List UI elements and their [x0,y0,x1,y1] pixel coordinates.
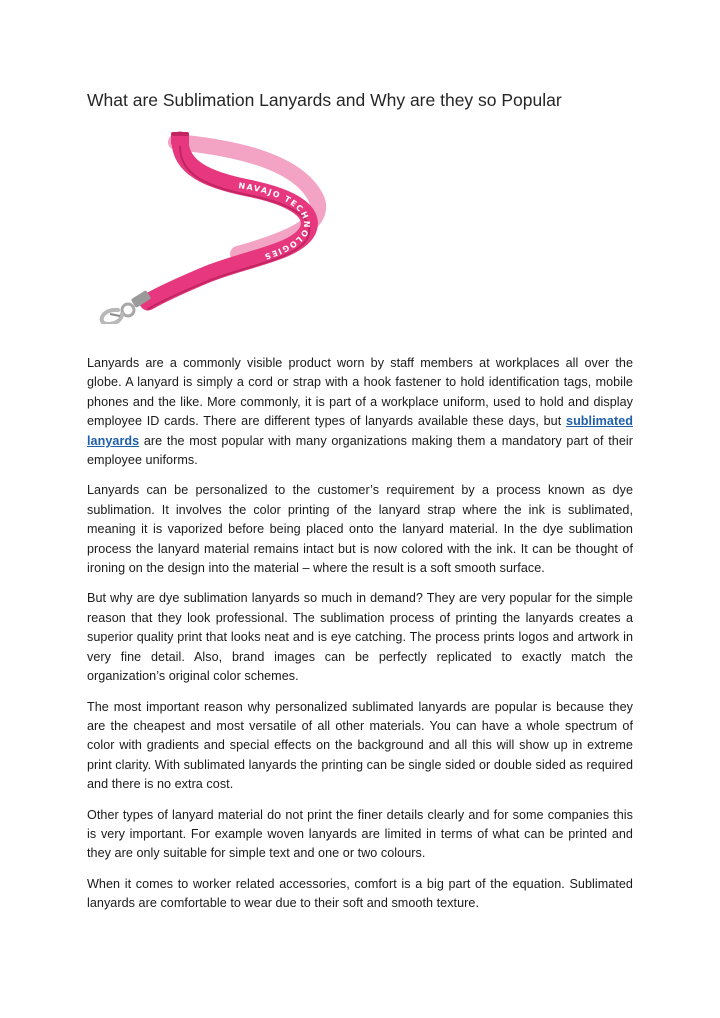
article-body [87,354,633,925]
paragraph: Other types of lanyard material do not print the finer details clearly and for some companies this is very important. For example woven lanyards are limited in terms of what can be printed and they are only suitable for simple text and one or two colours. [87,807,633,861]
paragraph: Lanyards can be personalized to the customer’s requirement by a process known as dye sublimation. It involves the color printing of the lanyard strap where the ink is sublimated, meaning it is vaporized before being placed onto the lanyard material. In the dye sublimation process the lanyard material remains intact but is now colored with the ink. It can be thought of ironing on the design into the material – where the result is a soft smooth surface. [87,483,633,576]
paragraph: But why are dye sublimation lanyards so much in demand? They are very popular for the simple reason that they look professional. The sublimation process of printing the lanyards creates a superior quality print that looks neat and is eye catching. The process prints logos and artwork in very fine detail. Also, brand images can be perfectly replicated to exactly match the organization’s original color schemes. [87,591,633,684]
paragraph: When it comes to worker related accessories, comfort is a big part of the equation. Sublimated lanyards are comfortable to wear due to their soft and smooth texture. [87,876,633,911]
paragraph [87,354,633,470]
strap-print-text: NAVAJO TECHNOLOGIES [237,181,312,262]
sublimated-lanyards-link[interactable]: sublimated lanyards [87,414,633,448]
paragraph-text: are the most popular with many organizations making them a mandatory part of their employee uniforms. [87,433,633,468]
paragraph-text: Lanyards are a commonly visible product worn by staff members at workplaces all over the globe. A lanyard is simply a cord or strap with a hook fastener to hold identification tags, mobile phones and the like. More commonly, it is part of a workplace uniform, used to hold and display employee ID cards. There are different types of lanyards available these days, but [87,356,633,429]
lanyard-photo [88,128,332,324]
lanyard-illustration [88,128,332,324]
document-title: What are Sublimation Lanyards and Why are they so Popular [87,90,562,110]
paragraph: The most important reason why personalized sublimated lanyards are popular is because they are the cheapest and most versatile of all other materials. You can have a whole spectrum of color with gradients and special effects on the background and all this will show up in extreme print clarity. With sublimated lanyards the printing can be single sided or double sided as required and there is no extra cost. [87,699,633,792]
